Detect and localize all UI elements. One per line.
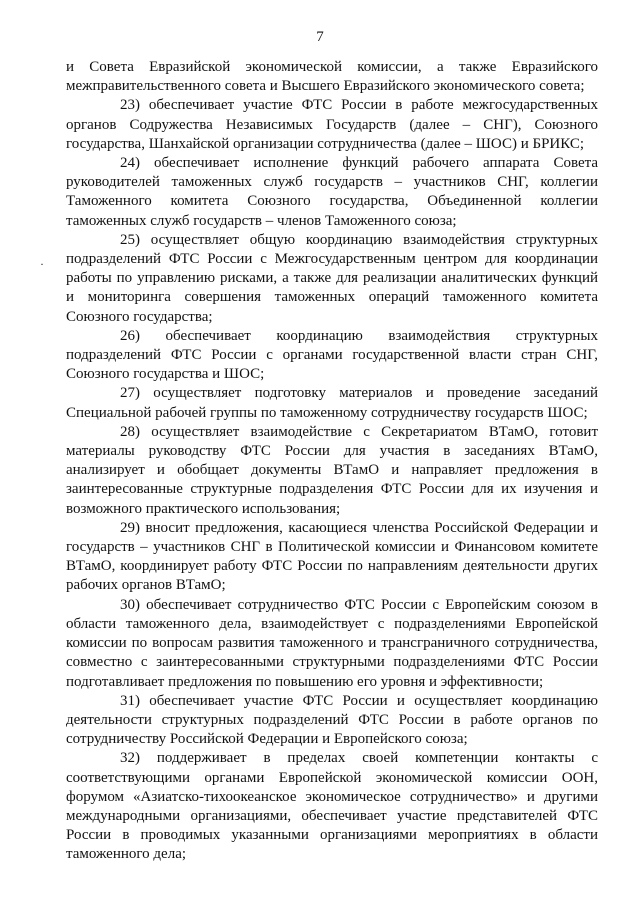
- paragraph-item-23: 23) обеспечивает участие ФТС России в работе межгосударственных органов Содружества Независимых Государств (далее – СНГ), Союзного государства, Шанхайской организации сотрудничества (далее – ШОС) и БРИКС;: [66, 97, 598, 152]
- paragraph-continuation: и Совета Евразийской экономической комиссии, а также Евразийского межправительственного совета и Высшего Евразийского экономического совета;: [66, 59, 598, 95]
- paragraph-item-32: 32) поддерживает в пределах своей компетенции контакты с соответствующими органами Европейской экономической комиссии ООН, форумом «Азиатско-тихоокеанское экономическое сотрудничество» и другими международными организациями, обеспечивает участие представителей ФТС России в проводимых указанными организациями мероприятиях в области таможенного дела;: [66, 750, 598, 863]
- paragraph-item-31: 31) обеспечивает участие ФТС России и осуществляет координацию деятельности структурных подразделений ФТС России в работе органов по сотрудничеству Российской Федерации и Европейского союза;: [66, 692, 598, 748]
- margin-mark: ·: [40, 257, 44, 271]
- page-number: 7: [316, 29, 324, 45]
- paragraph-item-30: 30) обеспечивает сотрудничество ФТС России с Европейским союзом в области таможенного дела, взаимодействует с подразделениями Европейской комиссии по вопросам развития таможенного и трансграничного сотрудничества, совместно с заинтересованными структурными подразделениями ФТС России подготавливает предложения по повышению его уровня и эффективности;: [66, 596, 598, 690]
- paragraph-item-26: 26) обеспечивает координацию взаимодействия структурных подразделений ФТС России с органами государственной власти стран СНГ, Союзного государства и ШОС;: [66, 327, 598, 383]
- document-body: [66, 58, 598, 865]
- paragraph-item-29: 29) вносит предложения, касающиеся членства Российской Федерации и государств – участников СНГ в Политической комиссии и Финансовом комитете ВТамО, координирует работу ФТС России по направлениям деятельности других рабочих органов ВТамО;: [66, 519, 598, 594]
- paragraph-item-25: 25) осуществляет общую координацию взаимодействия структурных подразделений ФТС России с Межгосударственным центром для координации работы по управлению рисками, а также для реализации аналитических функций и мониторинга совершения таможенных операций таможенного комитета Союзного государства;: [66, 231, 598, 325]
- paragraph-item-24: 24) обеспечивает исполнение функций рабочего аппарата Совета руководителей таможенных служб государств – участников СНГ, коллегии Таможенного комитета Союзного государства, Объединенной коллегии таможенных служб государств – членов Таможенного союза;: [66, 155, 598, 229]
- paragraph-item-27: 27) осуществляет подготовку материалов и проведение заседаний Специальной рабочей группы по таможенному сотрудничеству государств ШОС;: [66, 385, 598, 421]
- paragraph-item-28: 28) осуществляет взаимодействие с Секретариатом ВТамО, готовит материалы руководству ФТС России для участия в заседаниях ВТамО, анализирует и обобщает документы ВТамО и направляет предложения в заинтересованные структурные подразделения ФТС России для их изучения и возможного практического использования;: [66, 423, 598, 517]
